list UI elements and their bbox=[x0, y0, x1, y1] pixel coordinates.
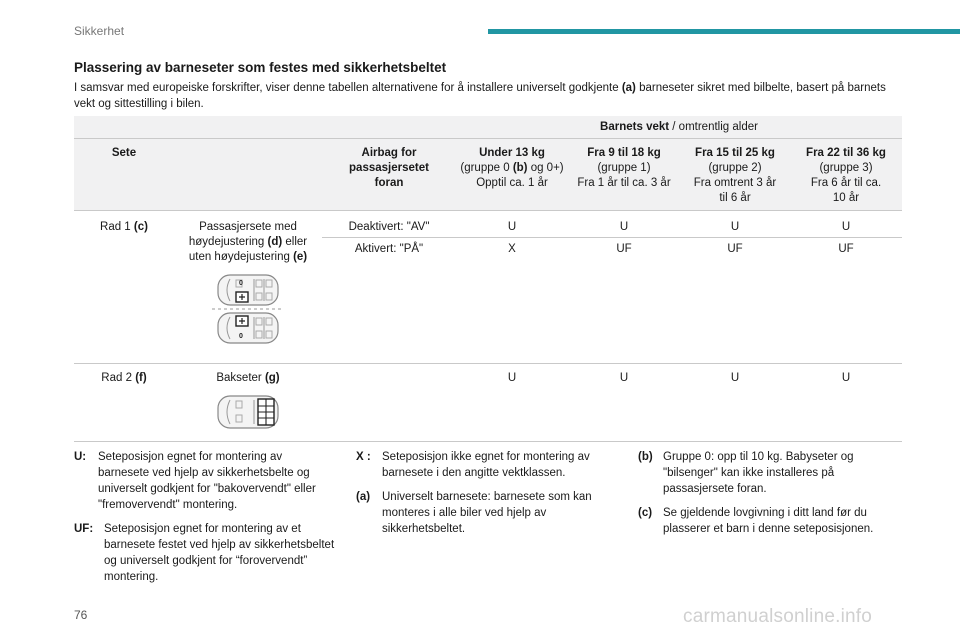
row1-on-value-0: X bbox=[508, 242, 516, 255]
child-seat-table bbox=[74, 116, 902, 442]
svg-text:0: 0 bbox=[239, 279, 243, 287]
airbag-activated-label: Aktivert: "PÅ" bbox=[354, 242, 424, 255]
col-airbag-header: Airbag for passasjersetet foran bbox=[322, 138, 456, 210]
row2 bbox=[74, 363, 902, 441]
row1-label: Rad 1 (c) bbox=[100, 220, 148, 233]
watermark: carmanualsonline.info bbox=[683, 606, 873, 627]
row1-off-value-2: U bbox=[680, 210, 790, 237]
group-header-1: Fra 9 til 18 kg (gruppe 1) Fra 1 år til ca. 3 år bbox=[568, 138, 680, 210]
weight-header: Barnets vekt / omtrentlig alder bbox=[456, 116, 902, 138]
legend-b: (b) Gruppe 0: opp til 10 kg. Babyseter og "bilsenger" kan ikke installeres på passasjersete foran. bbox=[638, 451, 854, 495]
row2-label: Rad 2 (f) bbox=[74, 363, 174, 441]
car-top-view-icon bbox=[218, 275, 278, 305]
col-seat-header: Sete bbox=[74, 138, 174, 210]
svg-text:0: 0 bbox=[239, 332, 243, 340]
row2-value-0: U bbox=[456, 363, 568, 441]
group-header-row bbox=[74, 138, 902, 210]
row1-seat-cell: Passasjersete med høydejustering (d) eller uten høydejustering (e) 0 0 bbox=[174, 210, 322, 363]
legend-uf: UF: Seteposisjon egnet for montering av et barnesete festet ved hjelp av sikkerhetsbeltet og universelt godkjent for “forovervendt” montering. bbox=[74, 523, 335, 583]
group-header-2: Fra 15 til 25 kg (gruppe 2) Fra omtrent 3 år til 6 år bbox=[680, 138, 790, 210]
page-title: Plassering av barneseter som festes med sikkerhetsbeltet bbox=[74, 60, 447, 75]
row2-seat-cell: Bakseter (g) bbox=[174, 363, 322, 441]
weight-header-row bbox=[74, 116, 902, 138]
header-section: Sikkerhet bbox=[74, 24, 125, 38]
row1-off-value-3: U bbox=[790, 210, 902, 237]
legend-column-2 bbox=[356, 449, 616, 545]
row1-on-value-3: UF bbox=[838, 242, 854, 255]
legend-u: U: Seteposisjon egnet for montering av barnesete ved hjelp av sikkerhetsbelte og universelt godkjent for "bakovervendt" eller "fremovervendt" montering. bbox=[74, 451, 316, 511]
row2-value-2: U bbox=[680, 363, 790, 441]
legend-column-3 bbox=[638, 449, 900, 545]
row1-off-value-1: U bbox=[568, 210, 680, 237]
group-header-3: Fra 22 til 36 kg (gruppe 3) Fra 6 år til ca. 10 år bbox=[790, 138, 902, 210]
row2-value-3: U bbox=[790, 363, 902, 441]
row1-on-value-1: UF bbox=[616, 242, 632, 255]
row1-deactivated bbox=[74, 210, 902, 237]
car-top-view-icon bbox=[210, 271, 286, 347]
group-header-0: Under 13 kg (gruppe 0 (b) og 0+) Opptil ca. 1 år bbox=[456, 138, 568, 210]
legend-column-1 bbox=[74, 449, 336, 593]
intro-paragraph: I samsvar med europeiske forskrifter, viser denne tabellen alternativene for å installere universelt godkjente (a) barneseter sikret med bilbelte, basert på barnets vekt og sittestilling i bilen. bbox=[74, 82, 886, 110]
header-accent-bar bbox=[488, 29, 960, 34]
legend-c: (c) Se gjeldende lovgivning i ditt land før du plasserer et barn i denne seteposisjonen. bbox=[638, 507, 874, 535]
legend-x: X : Seteposisjon ikke egnet for montering av barnesete i den angitte vektklassen. bbox=[356, 451, 590, 479]
row1-on-value-2: UF bbox=[727, 242, 743, 255]
car-top-view-icon bbox=[210, 392, 286, 432]
airbag-deactivated-label: Deaktivert: "AV" bbox=[322, 210, 456, 237]
car-top-view-icon bbox=[218, 313, 278, 343]
row1-off-value-0: U bbox=[456, 210, 568, 237]
page-number: 76 bbox=[74, 608, 88, 622]
legend-a: (a) Universelt barnesete: barnesete som kan monteres i alle biler ved hjelp av sikkerhetsbeltet. bbox=[356, 491, 592, 535]
row2-value-1: U bbox=[568, 363, 680, 441]
